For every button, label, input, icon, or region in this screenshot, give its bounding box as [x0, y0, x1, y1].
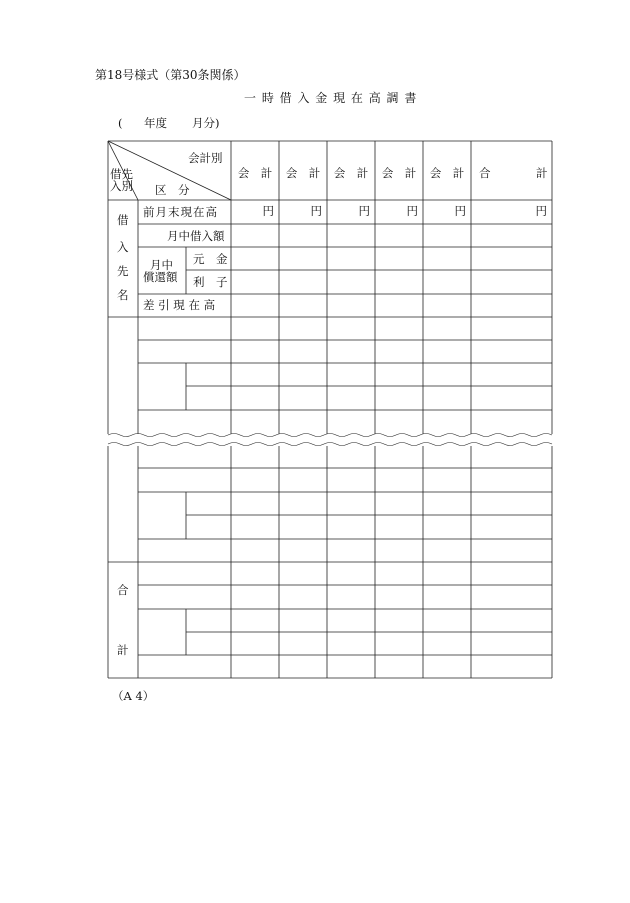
yen-unit-col-total: 円 [535, 204, 547, 218]
yen-unit-col-1: 円 [262, 204, 274, 218]
account-column-1: 会 計 [237, 166, 273, 180]
period-year-label: 年度 [144, 116, 167, 130]
yen-unit-col-4: 円 [406, 204, 418, 218]
form-title: 一 時 借 入 金 現 在 高 調 書 [244, 91, 418, 105]
header-lender-bottom: 入別 [110, 179, 133, 193]
total-column-left: 合 [479, 166, 491, 180]
row-repayment-top: 月中 [150, 258, 173, 272]
row-repayment-bottom: 償還額 [143, 270, 178, 284]
row-interest: 利 子 [193, 275, 228, 289]
header-account-type: 会計別 [188, 151, 223, 165]
row-principal: 元 金 [193, 252, 228, 266]
lender-char-2: 入 [117, 240, 129, 254]
lender-char-3: 先 [117, 264, 129, 278]
lender-char-4: 名 [117, 288, 129, 302]
account-column-4: 会 計 [381, 166, 417, 180]
period-month-label: 月分) [192, 116, 220, 130]
account-column-3: 会 計 [333, 166, 369, 180]
yen-unit-col-3: 円 [358, 204, 370, 218]
row-monthly-borrowing: 月中借入額 [167, 229, 225, 243]
yen-unit-col-5: 円 [454, 204, 466, 218]
paper-size-note: （A 4） [112, 689, 155, 703]
total-group-bottom: 計 [117, 643, 129, 657]
account-column-5: 会 計 [429, 166, 465, 180]
header-lender-top: 借先 [110, 167, 133, 181]
yen-unit-col-2: 円 [310, 204, 322, 218]
total-column-right: 計 [536, 166, 548, 180]
account-column-2: 会 計 [285, 166, 321, 180]
row-net-balance: 差 引 現 在 高 [143, 298, 216, 312]
total-group-top: 合 [117, 583, 129, 597]
lender-char-1: 借 [117, 213, 129, 227]
header-category: 区 分 [155, 183, 190, 197]
form-number: 第18号様式（第30条関係） [95, 68, 246, 82]
row-prev-month-balance: 前月末現在高 [143, 205, 218, 219]
period-open-paren: ( [118, 116, 123, 130]
